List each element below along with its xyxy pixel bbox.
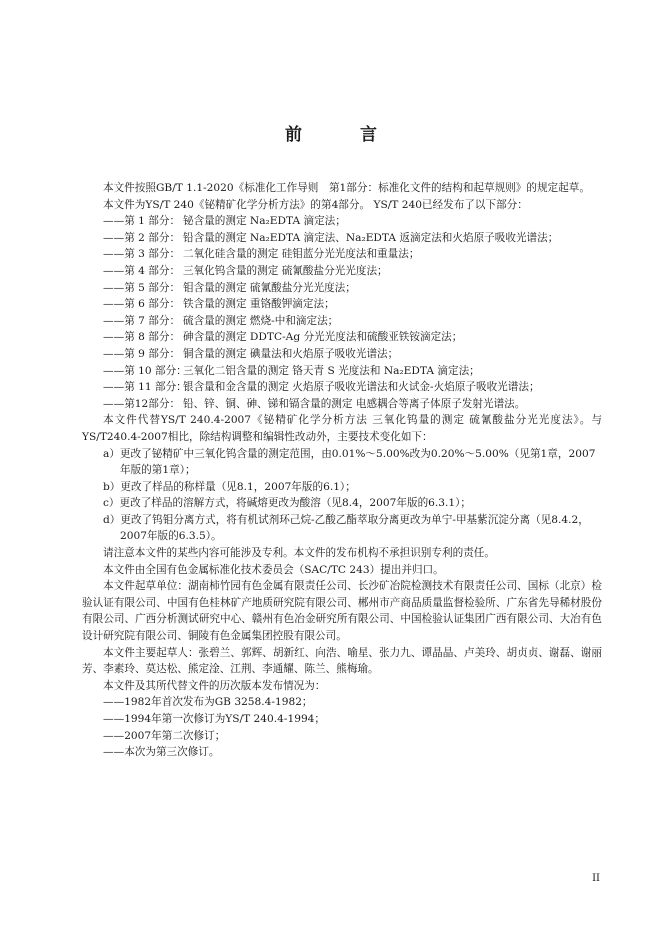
changes-list (82, 446, 602, 546)
list-item: ——第 7 部分： 硫含量的测定 燃烧-中和滴定法； (103, 314, 339, 327)
list-item: ——第 11 部分：银含量和金含量的测定 火焰原子吸收光谱法和火试金-火焰原子吸收光谱法； (103, 381, 540, 394)
list-item: ——2007年第二次修订； (103, 729, 226, 742)
list-item: ——第 2 部分： 铅含量的测定 Na₂EDTA 滴定法、Na₂EDTA 返滴定法和火焰原子吸收光谱法； (103, 231, 559, 244)
page-number: II (592, 873, 600, 884)
list-item: d）更改了钨钼分离方式，将有机试剂环己烷-乙酸乙酯萃取分离更改为单宁-甲基紫沉淀分离（见8.4.2，2007年版的6.3.5）。 (103, 513, 589, 543)
replacement-paragraph: 本文件代替YS/T 240.4-2007《铋精矿化学分析方法 三氧化钨量的测定 硫氰酸盐分光光度法》。与YS/T240.4-2007相比，除结构调整和编辑性改动外，主要技术变化如下： (82, 414, 602, 443)
list-item: ——第 9 部分： 铜含量的测定 碘量法和火焰原子吸收光谱法； (103, 347, 399, 360)
list-item: ——第 3 部分： 二氧化硅含量的测定 硅钼蓝分光光度法和重量法； (103, 248, 420, 261)
list-item: ——第 4 部分： 三氧化钨含量的测定 硫氰酸盐分光光度法； (103, 264, 388, 277)
proposer-paragraph: 本文件由全国有色金属标准化技术委员会（SAC/TC 243）提出并归口。 (103, 563, 444, 576)
list-item: ——第 6 部分： 铁含量的测定 重铬酸钾滴定法； (103, 298, 335, 311)
foreword-body (82, 180, 602, 761)
page-title: 前 言 (285, 125, 403, 145)
list-item: ——本次为第三次修订。 (103, 746, 220, 759)
drafting-units-paragraph: 本文件起草单位：湖南柿竹园有色金属有限责任公司、长沙矿冶院检测技术有限责任公司、国标（北京）检验认证有限公司、中国有色桂林矿产地质研究院有限公司、郴州市产商品质量监督检验所、广东省先导稀材股份有限公司、广西分析测试研究中心、赣州有色冶金研究所有限公司、中国检验认证集团广西有限公司、大冶有色设计研究院有限公司、铜陵有色金属集团控股有限公司。 (82, 580, 602, 643)
list-item: ——1982年首次发布为GB 3258.4-1982； (103, 696, 313, 709)
list-item: ——第 1 部分： 铋含量的测定 Na₂EDTA 滴定法； (103, 215, 346, 228)
parts-list (82, 213, 602, 412)
list-item: ——第12部分： 铅、锌、铜、砷、锑和镉含量的测定 电感耦合等离子体原子发射光谱法。 (103, 397, 526, 410)
list-item: c）更改了样品的溶解方式，将碱熔更改为酸溶（见8.4，2007年版的6.3.1）； (103, 497, 472, 510)
list-item: a）更改了铋精矿中三氧化钨含量的测定范围，由0.01%～5.00%改为0.20%～5.00%（见第1章，2007年版的第1章）； (103, 447, 596, 477)
patent-note: 请注意本文件的某些内容可能涉及专利。本文件的发布机构不承担识别专利的责任。 (103, 547, 495, 560)
list-item: b）更改了样品的称样量（见8.1，2007年版的6.1）； (103, 480, 356, 493)
list-item: ——第 10 部分：三氧化二铝含量的测定 铬天青 S 光度法和 Na₂EDTA 滴定法； (103, 364, 480, 377)
intro-paragraph-2: 本文件为YS/T 240《铋精矿化学分析方法》的第4部分。 YS/T 240已经发布了以下部分： (103, 198, 528, 211)
drafters-paragraph: 本文件主要起草人：张碧兰、郭辉、胡新红、向浩、喻星、张力九、谭晶晶、卢美玲、胡贞贞、谢磊、谢丽芳、李素玲、莫达松、熊定淦、江荆、李通耀、陈兰、熊梅瑜。 (82, 646, 602, 676)
list-item: ——1994年第一次修订为YS/T 240.4-1994； (103, 713, 326, 725)
list-item: ——第 5 部分： 钼含量的测定 硫氰酸盐分光光度法； (103, 281, 356, 294)
history-intro: 本文件及其所代替文件的历次版本发布情况为： (103, 679, 326, 692)
intro-paragraph-1: 本文件按照GB/T 1.1-2020《标准化工作导则 第1部分：标准化文件的结构和起草规则》的规定起草。 (103, 182, 590, 194)
history-list (82, 694, 602, 760)
list-item: ——第 8 部分： 砷含量的测定 DDTC-Ag 分光光度法和硫酸亚铁铵滴定法； (103, 331, 463, 344)
